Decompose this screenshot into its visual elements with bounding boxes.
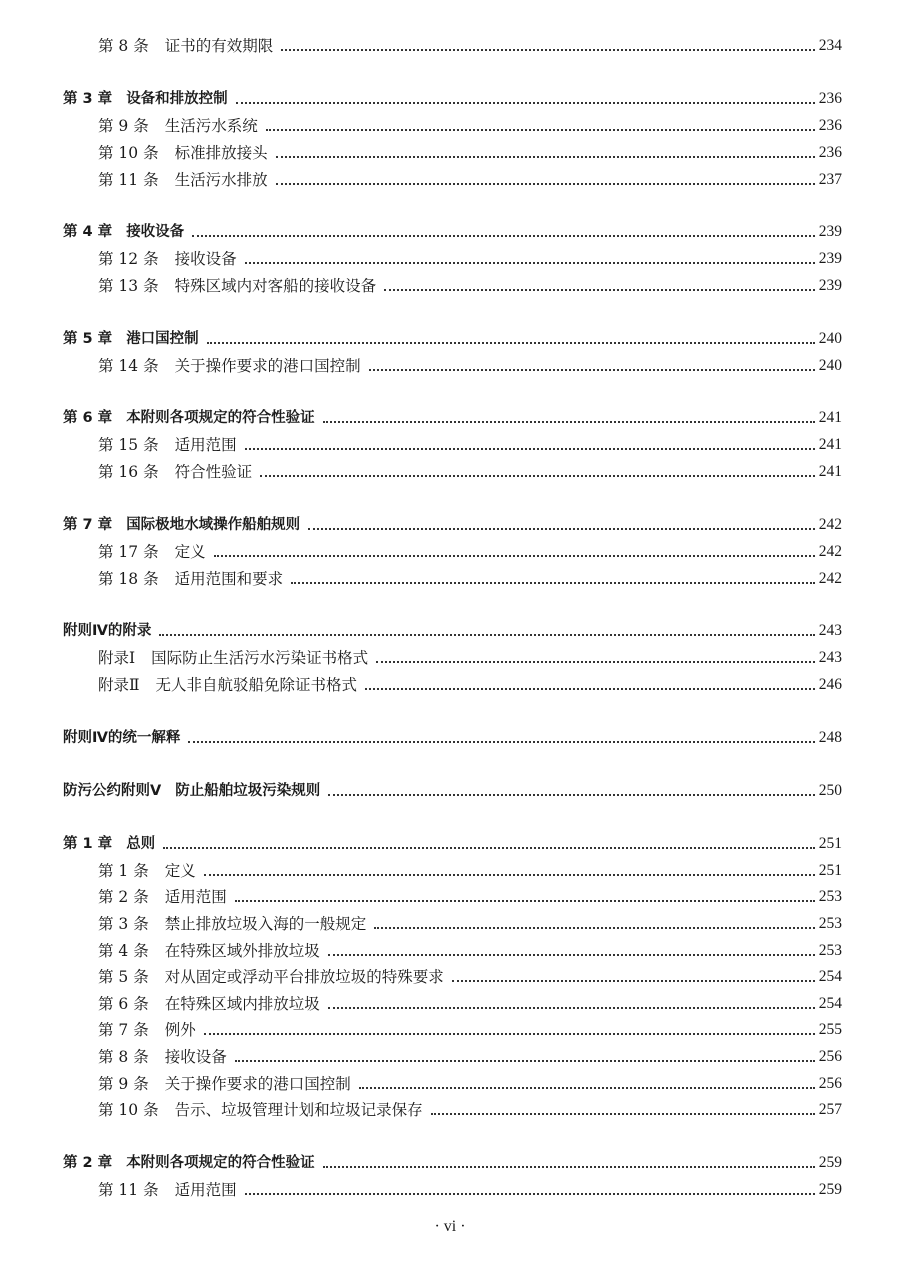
- entry-number: 第 7 条: [98, 1021, 149, 1039]
- dot-leader: [276, 156, 815, 158]
- toc-entry[interactable]: [98, 1099, 842, 1121]
- entry-page: 236: [818, 90, 842, 107]
- toc-entry[interactable]: [98, 1073, 842, 1095]
- entry-number: 第 2 条: [98, 888, 149, 906]
- entry-title: 生活污水排放: [174, 171, 268, 189]
- toc-entry[interactable]: [98, 966, 842, 988]
- dot-leader: [452, 980, 815, 982]
- dot-leader: [159, 634, 814, 636]
- entry-page: 242: [818, 543, 842, 560]
- dot-leader: [266, 129, 815, 131]
- entry-title: 关于操作要求的港口国控制: [164, 1075, 351, 1093]
- dot-leader: [328, 794, 815, 796]
- entry-page: 243: [818, 622, 842, 639]
- toc-entry[interactable]: [98, 940, 842, 962]
- entry-number: 第 18 条: [98, 570, 159, 588]
- entry-title: 关于操作要求的港口国控制: [174, 357, 361, 375]
- entry-page: 236: [818, 144, 842, 161]
- dot-leader: [365, 688, 815, 690]
- entry-number: 第 4 条: [98, 942, 149, 960]
- entry-page: 257: [818, 1101, 842, 1118]
- annex-number: 防污公约附则Ⅴ: [63, 783, 162, 799]
- toc-chapter[interactable]: [63, 328, 842, 350]
- entry-title: 国际防止生活污水污染证书格式: [151, 649, 369, 667]
- section-title: 附则Ⅳ的统一解释: [63, 730, 181, 746]
- entry-number: 第 1 条: [98, 862, 149, 880]
- entry-title: 告示、垃圾管理计划和垃圾记录保存: [174, 1101, 423, 1119]
- entry-page: 239: [818, 250, 842, 267]
- dot-leader: [374, 927, 815, 929]
- entry-title: 禁止排放垃圾入海的一般规定: [164, 915, 367, 933]
- toc-entry[interactable]: [98, 275, 842, 297]
- chapter-number: 第 5 章: [63, 331, 113, 347]
- entry-title: 定义: [164, 862, 196, 880]
- entry-page: 241: [818, 436, 842, 453]
- entry-number: 第 13 条: [98, 277, 159, 295]
- dot-leader: [281, 49, 815, 51]
- entry-number: 第 12 条: [98, 250, 159, 268]
- toc-entry[interactable]: [98, 248, 842, 270]
- dot-leader: [308, 528, 815, 530]
- chapter-number: 第 1 章: [63, 836, 113, 852]
- entry-page: 241: [818, 409, 842, 426]
- entry-number: 第 9 条: [98, 117, 149, 135]
- dot-leader: [235, 900, 815, 902]
- dot-leader: [192, 235, 815, 237]
- entry-page: 253: [818, 915, 842, 932]
- toc-chapter[interactable]: [63, 407, 842, 429]
- toc-entry[interactable]: [98, 674, 842, 696]
- dot-leader: [236, 102, 815, 104]
- chapter-number: 第 2 章: [63, 1155, 113, 1171]
- annex-title: 防止船舶垃圾污染规则: [175, 783, 321, 799]
- toc-entry[interactable]: [98, 1046, 842, 1068]
- entry-page: 240: [818, 357, 842, 374]
- toc-chapter[interactable]: [63, 1152, 842, 1174]
- dot-leader: [207, 342, 815, 344]
- chapter-title: 接收设备: [126, 224, 185, 240]
- toc-chapter[interactable]: [63, 514, 842, 536]
- entry-title: 适用范围: [164, 888, 227, 906]
- toc-entry[interactable]: [98, 461, 842, 483]
- entry-page: 259: [818, 1181, 842, 1198]
- dot-leader: [384, 289, 815, 291]
- dot-leader: [376, 661, 815, 663]
- entry-title: 在特殊区域外排放垃圾: [164, 942, 320, 960]
- chapter-number: 第 7 章: [63, 517, 113, 533]
- dot-leader: [235, 1060, 815, 1062]
- entry-page: 253: [818, 888, 842, 905]
- entry-page: 237: [818, 171, 842, 188]
- entry-page: 255: [818, 1021, 842, 1038]
- dot-leader: [323, 421, 815, 423]
- entry-page: 256: [818, 1048, 842, 1065]
- dot-leader: [204, 1033, 815, 1035]
- toc-entry[interactable]: [98, 1019, 842, 1041]
- dot-leader: [291, 582, 815, 584]
- entry-title: 对从固定或浮动平台排放垃圾的特殊要求: [164, 968, 444, 986]
- entry-title: 特殊区域内对客船的接收设备: [174, 277, 377, 295]
- entry-page: 242: [818, 516, 842, 533]
- dot-leader: [245, 1193, 815, 1195]
- entry-page: 243: [818, 649, 842, 666]
- dot-leader: [328, 1007, 815, 1009]
- entry-number: 附录Ⅱ: [98, 676, 140, 694]
- entry-page: 239: [818, 277, 842, 294]
- entry-title: 生活污水系统: [164, 117, 258, 135]
- entry-title: 接收设备: [164, 1048, 227, 1066]
- entry-title: 证书的有效期限: [164, 37, 274, 55]
- chapter-number: 第 3 章: [63, 91, 113, 107]
- chapter-title: 港口国控制: [126, 331, 199, 347]
- entry-page: 240: [818, 330, 842, 347]
- entry-title: 符合性验证: [174, 463, 253, 481]
- entry-page: 254: [818, 995, 842, 1012]
- toc-entry[interactable]: [98, 1179, 842, 1201]
- chapter-title: 本附则各项规定的符合性验证: [126, 1155, 315, 1171]
- entry-number: 第 10 条: [98, 1101, 159, 1119]
- chapter-number: 第 4 章: [63, 224, 113, 240]
- entry-page: 241: [818, 463, 842, 480]
- entry-number: 第 14 条: [98, 357, 159, 375]
- entry-page: 251: [818, 835, 842, 852]
- entry-page: 254: [818, 968, 842, 985]
- entry-title: 无人非自航驳船免除证书格式: [155, 676, 358, 694]
- toc-chapter[interactable]: [63, 88, 842, 110]
- dot-leader: [163, 847, 815, 849]
- entry-page: 253: [818, 942, 842, 959]
- entry-page: 239: [818, 223, 842, 240]
- toc-entry[interactable]: [98, 434, 842, 456]
- entry-number: 第 16 条: [98, 463, 159, 481]
- toc-annex[interactable]: [63, 780, 842, 802]
- entry-number: 第 11 条: [98, 171, 159, 189]
- dot-leader: [369, 369, 815, 371]
- entry-title: 适用范围: [174, 436, 237, 454]
- dot-leader: [328, 954, 815, 956]
- entry-number: 第 8 条: [98, 37, 149, 55]
- toc-chapter[interactable]: [63, 833, 842, 855]
- entry-page: 256: [818, 1075, 842, 1092]
- toc-section[interactable]: [63, 620, 842, 642]
- toc-entry[interactable]: [98, 647, 842, 669]
- entry-title: 适用范围和要求: [174, 570, 284, 588]
- chapter-title: 总则: [126, 836, 156, 852]
- toc-entry[interactable]: [98, 860, 842, 882]
- toc-entry[interactable]: [98, 568, 842, 590]
- entry-number: 附录Ⅰ: [98, 649, 136, 667]
- dot-leader: [204, 874, 815, 876]
- entry-page: 242: [818, 570, 842, 587]
- entry-title: 接收设备: [174, 250, 237, 268]
- entry-number: 第 8 条: [98, 1048, 149, 1066]
- chapter-title: 本附则各项规定的符合性验证: [126, 410, 315, 426]
- entry-title: 定义: [174, 543, 206, 561]
- toc-entry[interactable]: [98, 115, 842, 137]
- page-number-footer: · vi ·: [434, 1218, 466, 1235]
- toc-entry[interactable]: [98, 169, 842, 191]
- entry-number: 第 15 条: [98, 436, 159, 454]
- toc-entry[interactable]: [98, 142, 842, 164]
- dot-leader: [359, 1087, 815, 1089]
- dot-leader: [188, 741, 814, 743]
- chapter-number: 第 6 章: [63, 410, 113, 426]
- chapter-title: 设备和排放控制: [126, 91, 228, 107]
- entry-title: 适用范围: [174, 1181, 237, 1199]
- toc-entry[interactable]: [98, 913, 842, 935]
- entry-number: 第 5 条: [98, 968, 149, 986]
- entry-number: 第 9 条: [98, 1075, 149, 1093]
- section-title: 附则Ⅳ的附录: [63, 623, 152, 639]
- entry-page: 236: [818, 117, 842, 134]
- toc-entry[interactable]: [98, 355, 842, 377]
- toc-entry[interactable]: [98, 35, 842, 57]
- entry-number: 第 11 条: [98, 1181, 159, 1199]
- entry-page: 250: [818, 782, 842, 799]
- toc-entry[interactable]: [98, 993, 842, 1015]
- dot-leader: [245, 448, 815, 450]
- entry-title: 在特殊区域内排放垃圾: [164, 995, 320, 1013]
- dot-leader: [214, 555, 815, 557]
- chapter-title: 国际极地水域操作船舶规则: [126, 517, 301, 533]
- dot-leader: [323, 1166, 815, 1168]
- entry-page: 251: [818, 862, 842, 879]
- entry-page: 248: [818, 729, 842, 746]
- toc-chapter[interactable]: [63, 221, 842, 243]
- dot-leader: [260, 475, 815, 477]
- entry-page: 259: [818, 1154, 842, 1171]
- entry-page: 246: [818, 676, 842, 693]
- entry-number: 第 17 条: [98, 543, 159, 561]
- dot-leader: [431, 1113, 815, 1115]
- entry-title: 例外: [164, 1021, 196, 1039]
- dot-leader: [276, 183, 815, 185]
- entry-page: 234: [818, 37, 842, 54]
- toc-entry[interactable]: [98, 541, 842, 563]
- entry-number: 第 6 条: [98, 995, 149, 1013]
- entry-number: 第 3 条: [98, 915, 149, 933]
- toc-section[interactable]: [63, 727, 842, 749]
- entry-number: 第 10 条: [98, 144, 159, 162]
- entry-title: 标准排放接头: [174, 144, 268, 162]
- dot-leader: [245, 262, 815, 264]
- toc-entry[interactable]: [98, 886, 842, 908]
